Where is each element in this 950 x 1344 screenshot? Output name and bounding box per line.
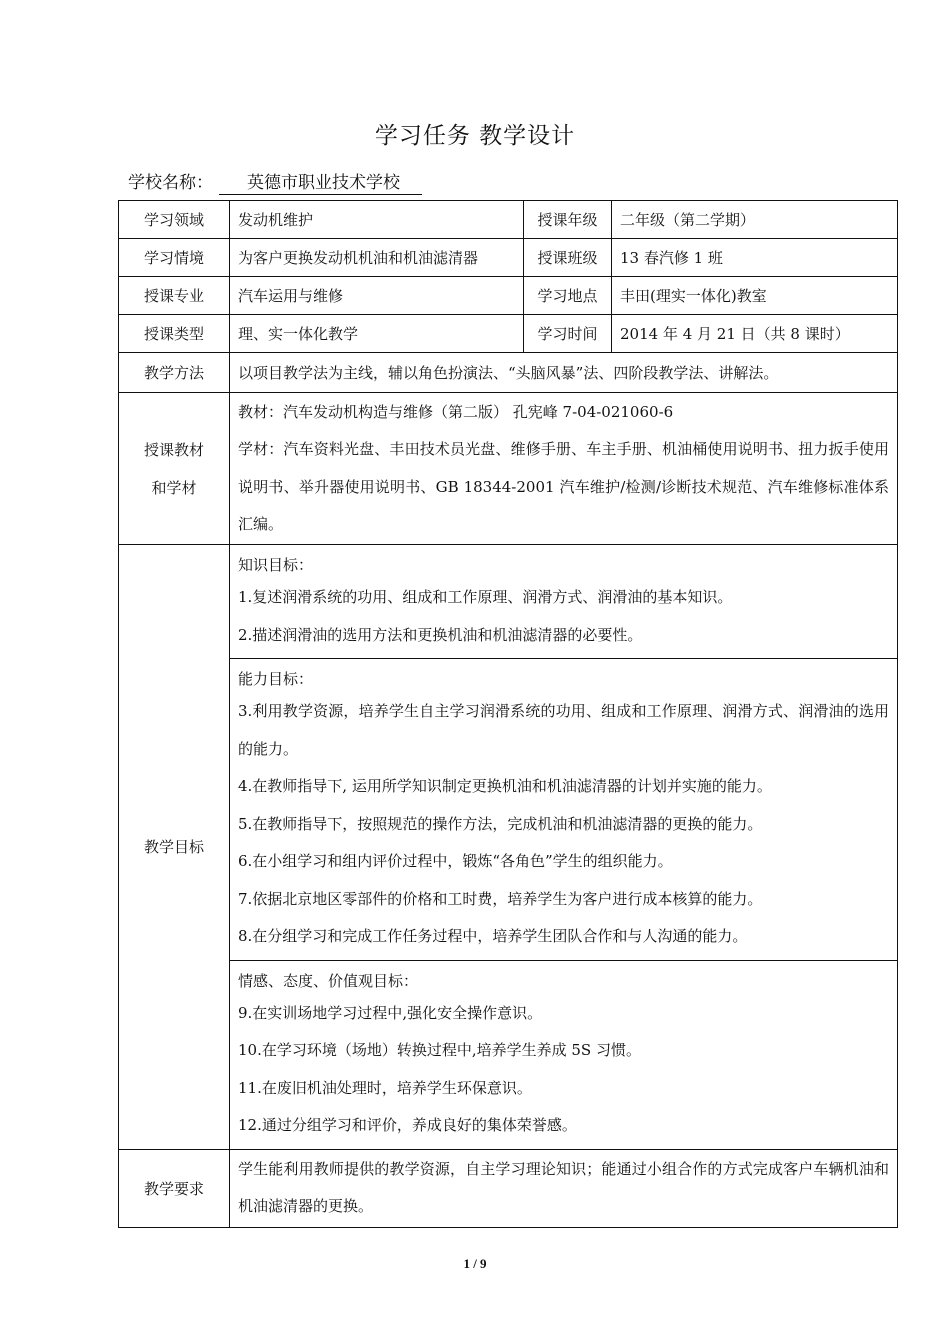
ability-objectives — [230, 659, 898, 961]
objective-item: 5.在教师指导下，按照规范的操作方法，完成机油和机油滤清器的更换的能力。 — [238, 814, 763, 833]
objective-item: 10.在学习环境（场地）转换过程中,培养学生养成 5S 习惯。 — [238, 1041, 641, 1059]
objective-item: 12.通过分组学习和评价，养成良好的集体荣誉感。 — [238, 1116, 577, 1134]
time-label: 学习时间 — [524, 315, 612, 353]
document-title: 学习任务 教学设计 — [374, 123, 576, 149]
situation-label: 学习情境 — [119, 239, 230, 277]
row-domain — [119, 201, 898, 239]
row-major — [119, 277, 898, 315]
requirements-label: 教学要求 — [119, 1149, 230, 1227]
objectives-label: 教学目标 — [119, 545, 230, 1150]
domain-value: 发动机维护 — [230, 201, 524, 239]
school-name: 英德市职业技术学校 — [219, 168, 422, 195]
row-objectives-affective — [119, 960, 898, 1149]
objective-item: 11.在废旧机油处理时，培养学生环保意识。 — [238, 1078, 532, 1097]
knowledge-objectives — [230, 545, 898, 659]
situation-value: 为客户更换发动机机油和机油滤清器 — [230, 239, 524, 277]
major-value: 汽车运用与维修 — [230, 277, 524, 315]
grade-label: 授课年级 — [524, 201, 612, 239]
location-value: 丰田(理实一体化)教室 — [612, 277, 898, 315]
learning-materials-text: 学材：汽车资料光盘、丰田技术员光盘、维修手册、车主手册、机油桶使用说明书、扭力扳手使用说明书、举升器使用说明书、GB 18344-2001 汽车维护/检测/诊断技术规范、汽车维修标准体系汇编。 — [238, 440, 889, 533]
method-value: 以项目教学法为主线，辅以角色扮演法、“头脑风暴”法、四阶段教学法、讲解法。 — [230, 353, 898, 393]
row-materials — [119, 393, 898, 545]
objective-item: 7.依据北京地区零部件的价格和工时费，培养学生为客户进行成本核算的能力。 — [238, 889, 763, 908]
lesson-plan-table — [118, 200, 898, 1228]
objective-item: 6.在小组学习和组内评价过程中，锻炼“各角色”学生的组织能力。 — [238, 852, 673, 870]
class-label: 授课班级 — [524, 239, 612, 277]
row-objectives-knowledge — [119, 545, 898, 659]
location-label: 学习地点 — [524, 277, 612, 315]
row-method — [119, 353, 898, 393]
row-objectives-ability — [119, 659, 898, 961]
method-label: 教学方法 — [119, 353, 230, 393]
type-label: 授课类型 — [119, 315, 230, 353]
class-value: 13 春汽修 1 班 — [612, 239, 898, 277]
school-label: 学校名称： — [128, 173, 213, 193]
objective-item: 9.在实训场地学习过程中,强化安全操作意识。 — [238, 1003, 543, 1022]
materials-label-line1: 授课教材 — [143, 440, 204, 459]
textbook-text: 教材：汽车发动机构造与维修（第二版） 孔宪峰 7-04-021060-6 — [238, 402, 674, 421]
affective-objectives — [230, 960, 898, 1149]
requirements-text: 学生能利用教师提供的教学资源，自主学习理论知识；能通过小组合作的方式完成客户车辆机油和机油滤清器的更换。 — [238, 1159, 889, 1215]
affective-heading: 情感、态度、价值观目标： — [238, 971, 419, 990]
row-type — [119, 315, 898, 353]
grade-value: 二年级（第二学期） — [612, 201, 898, 239]
row-requirements — [119, 1149, 898, 1227]
school-line — [128, 168, 422, 195]
domain-label: 学习领域 — [119, 201, 230, 239]
objective-item: 8.在分组学习和完成工作任务过程中，培养学生团队合作和与人沟通的能力。 — [238, 927, 748, 945]
objective-item: 3.利用教学资源，培养学生自主学习润滑系统的功用、组成和工作原理、润滑方式、润滑油的选用的能力。 — [238, 702, 889, 758]
row-situation — [119, 239, 898, 277]
objective-item: 4.在教师指导下, 运用所学知识制定更换机油和机油滤清器的计划并实施的能力。 — [238, 777, 772, 795]
type-value: 理、实一体化教学 — [230, 315, 524, 353]
materials-cell — [230, 393, 898, 545]
time-value: 2014 年 4 月 21 日（共 8 课时） — [612, 315, 898, 353]
materials-label — [119, 393, 230, 545]
materials-label-line2: 和学材 — [151, 478, 197, 497]
ability-heading: 能力目标： — [238, 670, 314, 688]
requirements-cell — [230, 1149, 898, 1227]
objective-item: 2.描述润滑油的选用方法和更换机油和机油滤清器的必要性。 — [238, 625, 643, 644]
objective-item: 1.复述润滑系统的功用、组成和工作原理、润滑方式、润滑油的基本知识。 — [238, 588, 733, 606]
knowledge-heading: 知识目标： — [238, 556, 314, 574]
major-label: 授课专业 — [119, 277, 230, 315]
page-number: 1 / 9 — [463, 1256, 487, 1271]
